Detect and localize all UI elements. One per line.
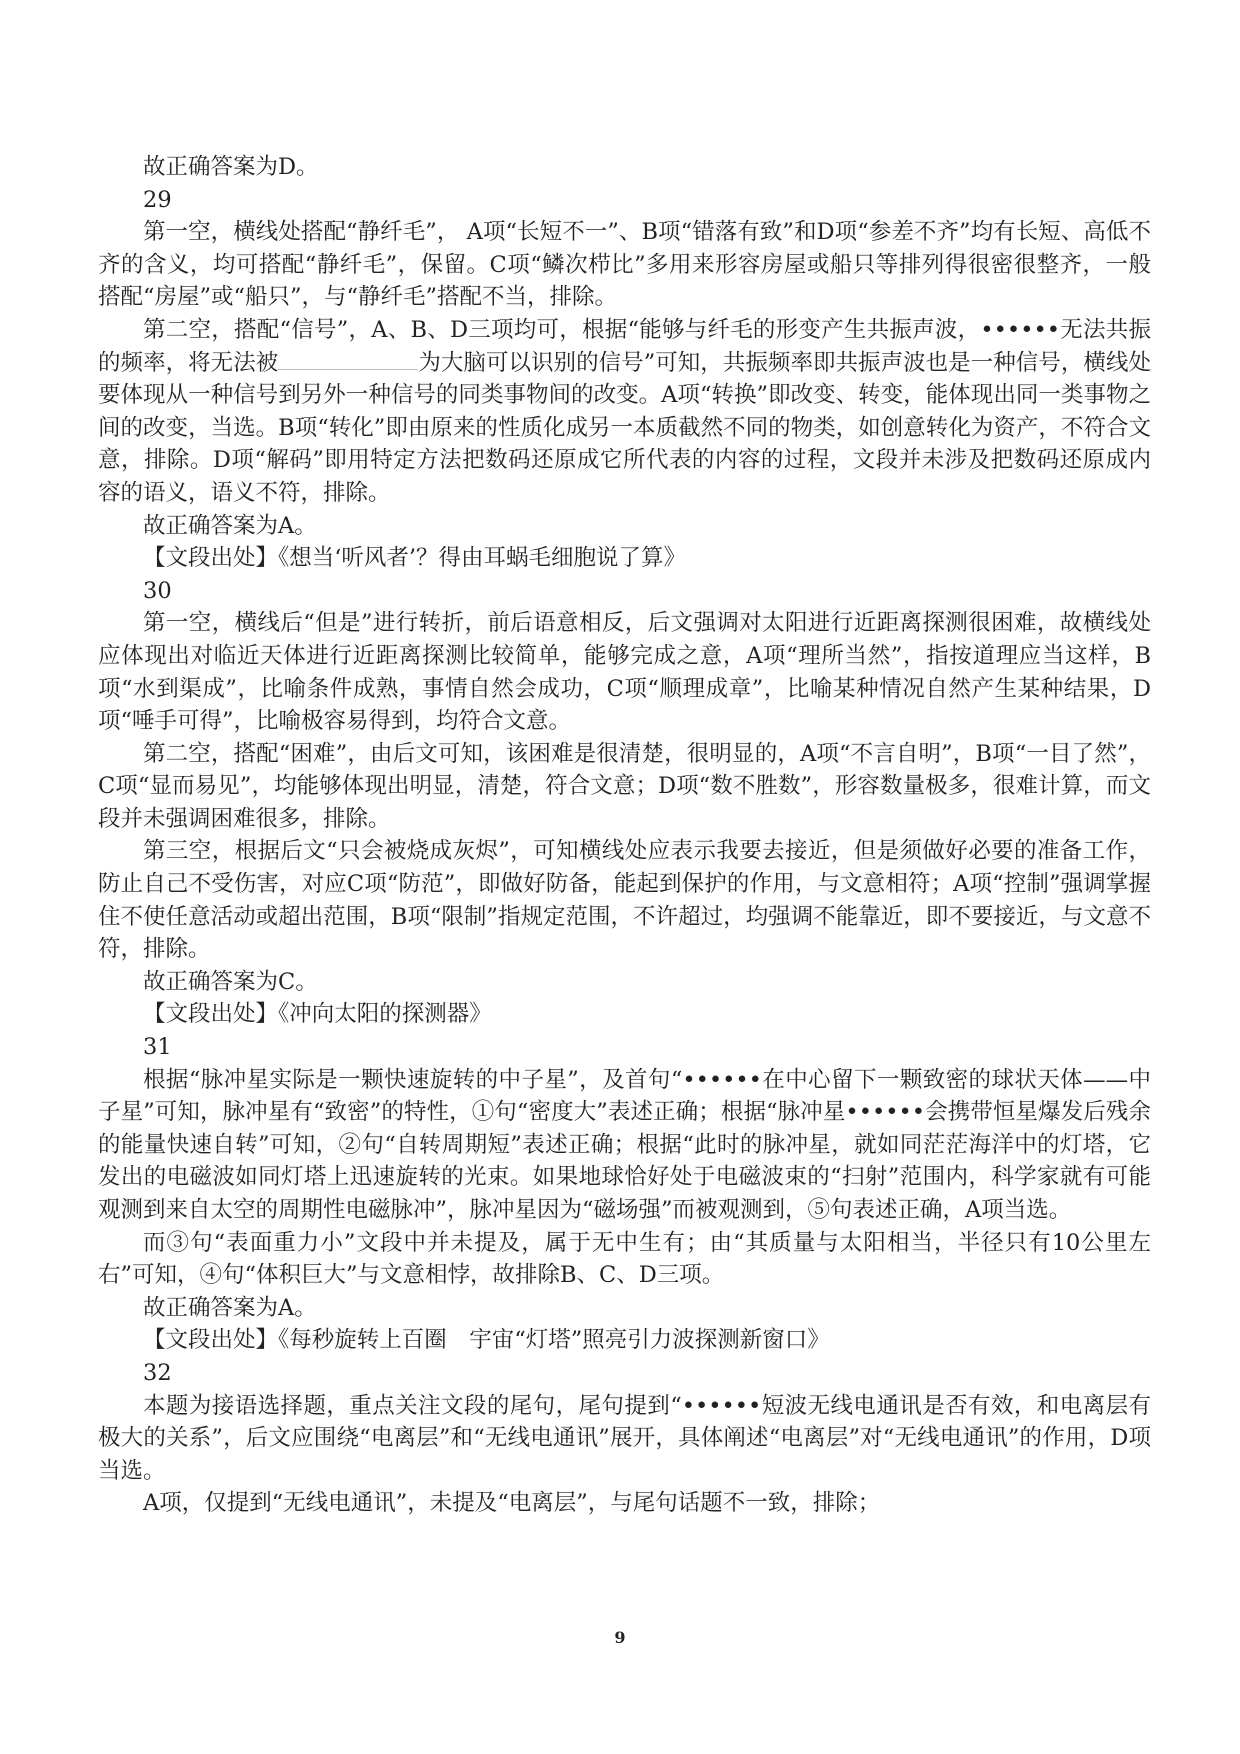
paragraph: 第一空，横线后“但是”进行转折，前后语意相反，后文强调对太阳进行近距离探测很困难，故横线处应体现出对临近天体进行近距离探测比较简单，能够完成之意，A项“理所当然”，指按道理应当这样，B项“水到渠成”，比喻条件成熟，事情自然会成功，C项“顺理成章”，比喻某种情况自然产生某种结果，D项“唾手可得”，比喻极容易得到，均符合文意。 [98, 610, 1151, 735]
paragraph: 29 [143, 186, 172, 213]
paragraph: 根据“脉冲星实际是一颗快速旋转的中子星”，及首句“••••••在中心留下一颗致密的球状天体——中子星”可知，脉冲星有“致密”的特性，①句“密度大”表述正确；根据“脉冲星••••••会携带恒星爆发后残余的能量快速自转”可知，②句“自转周期短”表述正确；根据“此时的脉冲星，就如同茫茫海洋中的灯塔，它发出的电磁波如同灯塔上迅速旋转的光束。如果地球恰好处于电磁波束的“扫射”范围内，科学家就有可能观测到来自太空的周期性电磁脉冲”，脉冲星因为“磁场强”而被观测到，⑤句表述正确，A项当选。 [98, 1066, 1151, 1223]
paragraph: 30 [143, 577, 172, 604]
paragraph: 31 [143, 1034, 172, 1061]
paragraph: A项，仅提到“无线电通讯”，未提及“电离层”，与尾句话题不一致，排除； [143, 1490, 881, 1517]
paragraph: 而③句“表面重力小”文段中并未提及，属于无中生有；由“其质量与太阳相当，半径只有10公里左右”可知，④句“体积巨大”与文意相悖，故排除B、C、D三项。 [98, 1229, 1151, 1289]
paragraph: 【文段出处】《想当‘听风者’？得由耳蜗毛细胞说了算》 [143, 545, 687, 572]
paragraph: 第一空，横线处搭配“静纤毛”， A项“长短不一”、B项“错落有致”和D项“参差不齐”均有长短、高低不齐的含义，均可搭配“静纤毛”，保留。C项“鳞次栉比”多用来形容房屋或船只等排列得很密很整齐，一般搭配“房屋”或“船只”，与“静纤毛”搭配不当，排除。 [98, 219, 1151, 311]
page-number: 9 [614, 1628, 626, 1647]
paragraph-text: 第二空，搭配“信号”，A、B、D三项均可，根据“能够与纤毛的形变产生共振声波，••••••无法共振的频率，将无法被 [98, 316, 1151, 376]
paragraph: 【文段出处】《冲向太阳的探测器》 [143, 1001, 492, 1028]
paragraph: 32 [143, 1359, 172, 1386]
paragraph [98, 314, 1151, 510]
fill-in-blank [278, 347, 418, 370]
paragraph: 故正确答案为A。 [143, 512, 317, 539]
paragraph: 第二空，搭配“困难”，由后文可知，该困难是很清楚，很明显的，A项“不言自明”，B项“一目了然”，C项“显而易见”，均能够体现出明显，清楚，符合文意；D项“数不胜数”，形容数量极多，很难计算，而文段并未强调困难很多，排除。 [98, 740, 1151, 832]
paragraph: 第三空，根据后文“只会被烧成灰烬”，可知横线处应表示我要去接近，但是须做好必要的准备工作，防止自己不受伤害，对应C项“防范”，即做好防备，能起到保护的作用，与文意相符；A项“控制”强调掌握住不使任意活动或超出范围，B项“限制”指规定范围，不许超过，均强调不能靠近，即不要接近，与文意不符，排除。 [98, 838, 1151, 963]
paragraph: 故正确答案为C。 [143, 968, 318, 995]
paragraph-text: 为大脑可以识别的信号”可知，共振频率即共振声波也是一种信号，横线处要体现从一种信号到另外一种信号的同类事物间的改变。A项“转换”即改变、转变，能体现出同一类事物之间的改变，当选。B项“转化”即由原来的性质化成另一本质截然不同的物类，如创意转化为资产，不符合文意，排除。D项“解码”即用特定方法把数码还原成它所代表的内容的过程，文段并未涉及把数码还原成内容的语义，语义不符，排除。 [98, 349, 1151, 506]
document-body [98, 151, 1151, 1520]
paragraph: 故正确答案为A。 [143, 1294, 317, 1321]
paragraph: 本题为接语选择题，重点关注文段的尾句，尾句提到“••••••短波无线电通讯是否有效，和电离层有极大的关系”，后文应围绕“电离层”和“无线电通讯”展开，具体阐述“电离层”对“无线电通讯”的作用，D项当选。 [98, 1392, 1151, 1484]
paragraph: 故正确答案为D。 [143, 154, 319, 180]
paragraph: 【文段出处】《每秒旋转上百圈 宇宙“灯塔”照亮引力波探测新窗口》 [143, 1327, 830, 1354]
